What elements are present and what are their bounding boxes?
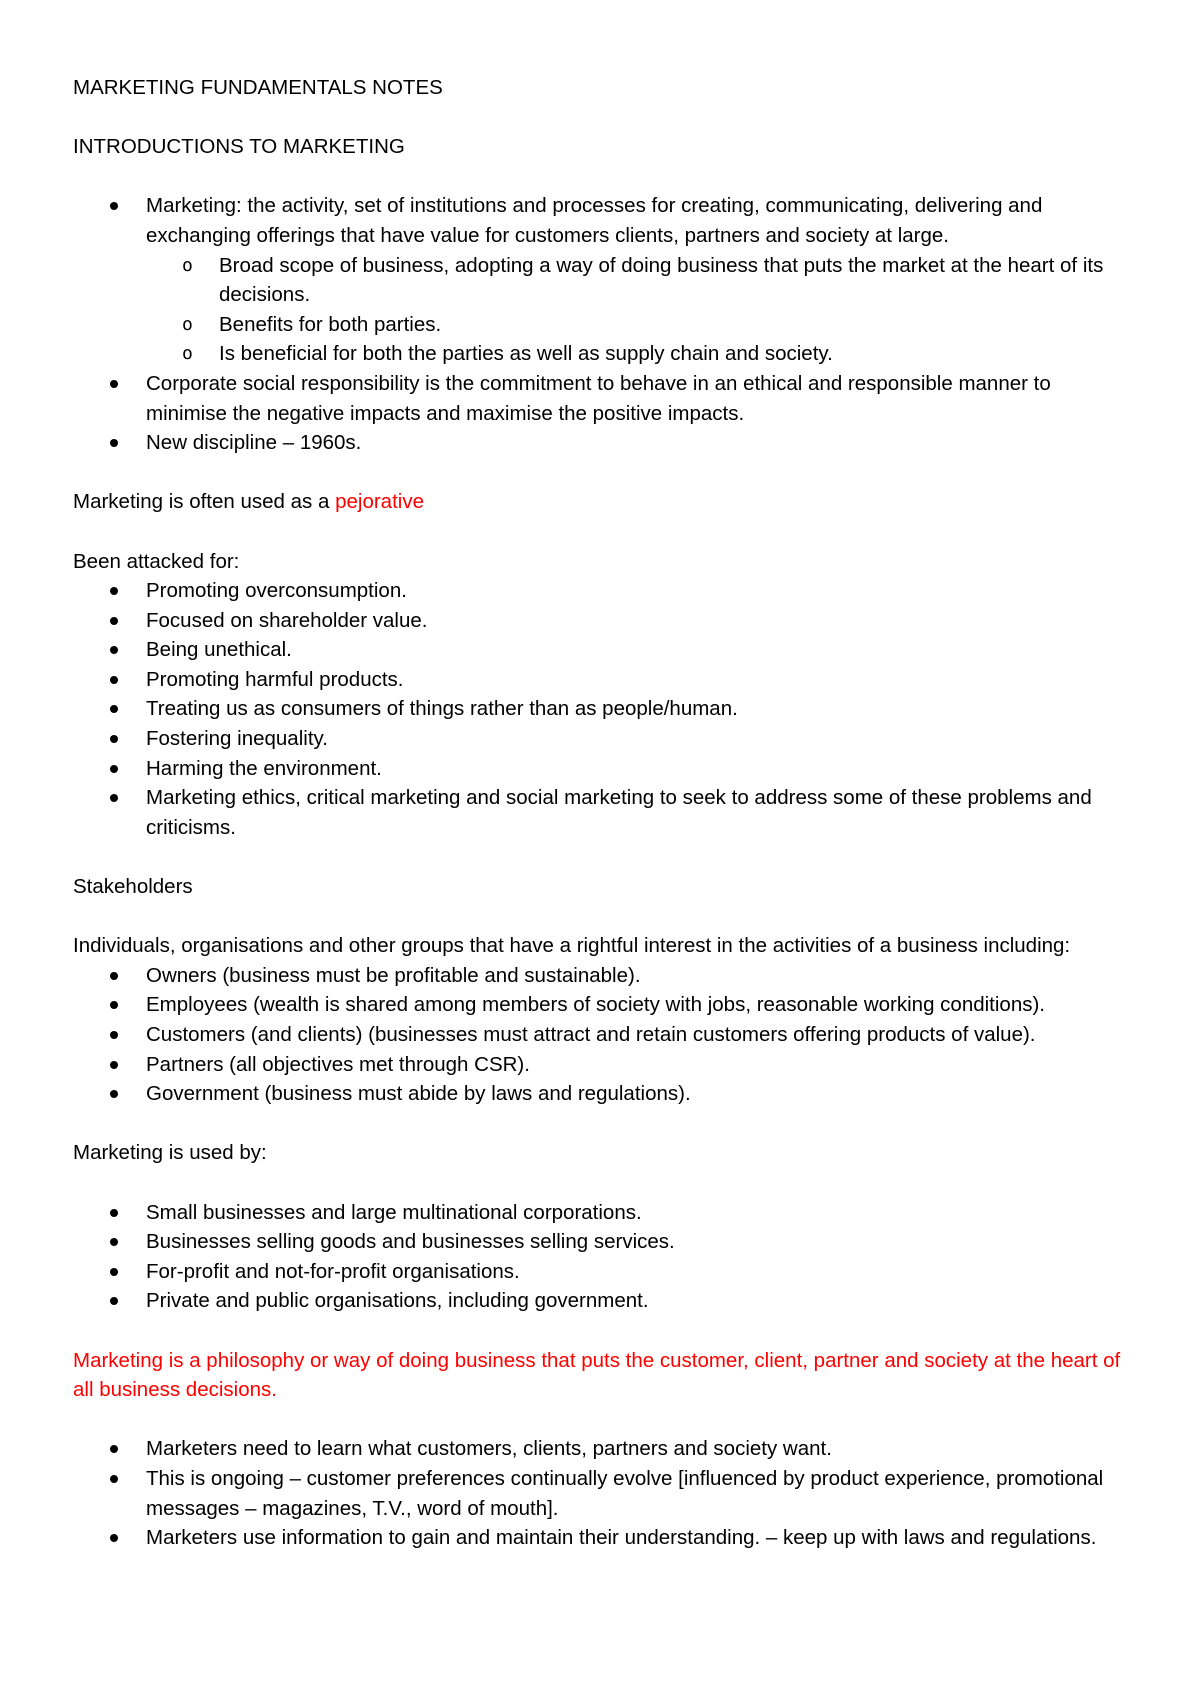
marketers-list <box>73 1434 1133 1552</box>
philosophy-statement: Marketing is a philosophy or way of doing business that puts the customer, client, partner and society at the heart of all business decisions. <box>73 1348 1121 1402</box>
document-page <box>73 73 1133 1553</box>
list-item: Customers (and clients) (businesses must attract and retain customers offering products of value). <box>73 1020 1133 1050</box>
list-item: Marketers need to learn what customers, clients, partners and society want. <box>73 1434 1133 1464</box>
section-heading-intro: INTRODUCTIONS TO MARKETING <box>73 135 405 159</box>
attacked-list <box>73 576 1133 842</box>
stakeholders-list <box>73 961 1133 1109</box>
used-by-heading: Marketing is used by: <box>73 1141 267 1165</box>
marketing-definition: Marketing: the activity, set of institutions and processes for creating, communicating, delivering and exchanging offerings that have value for customers clients, partners and society at large. <box>146 194 1043 247</box>
list-item: This is ongoing – customer preferences continually evolve [influenced by product experience, promotional messages – magazines, T.V., word of mouth]. <box>73 1464 1133 1523</box>
document-title: MARKETING FUNDAMENTALS NOTES <box>73 76 443 99</box>
sub-list-item: o Benefits for both parties. <box>146 310 1133 340</box>
stakeholders-heading: Stakeholders <box>73 875 193 899</box>
list-item: Marketing ethics, critical marketing and social marketing to seek to address some of these problems and criticisms. <box>73 783 1133 842</box>
pejorative-line <box>73 487 1133 517</box>
pejorative-prefix: Marketing is often used as a <box>73 490 336 514</box>
attacked-heading: Been attacked for: <box>73 549 240 573</box>
list-item: Employees (wealth is shared among members of society with jobs, reasonable working conditions). <box>73 990 1133 1020</box>
pejorative-highlight: pejorative <box>335 490 424 514</box>
list-item: Harming the environment. <box>73 754 1133 784</box>
stakeholders-intro: Individuals, organisations and other groups that have a rightful interest in the activities of a business including: <box>73 934 1071 958</box>
list-item: Private and public organisations, including government. <box>73 1286 1133 1316</box>
list-item: Corporate social responsibility is the commitment to behave in an ethical and responsible manner to minimise the negative impacts and maximise the positive impacts. <box>73 369 1133 428</box>
intro-list <box>73 191 1133 457</box>
sub-list <box>146 251 1133 369</box>
list-item: Promoting overconsumption. <box>73 576 1133 606</box>
list-item: New discipline – 1960s. <box>73 428 1133 458</box>
list-item: Focused on shareholder value. <box>73 606 1133 636</box>
list-item <box>73 191 1133 369</box>
list-item: Partners (all objectives met through CSR). <box>73 1050 1133 1080</box>
list-item: For-profit and not-for-profit organisations. <box>73 1257 1133 1287</box>
sub-list-item: o Broad scope of business, adopting a way of doing business that puts the market at the heart of its decisions. <box>146 251 1133 310</box>
list-item: Promoting harmful products. <box>73 665 1133 695</box>
list-item: Owners (business must be profitable and sustainable). <box>73 961 1133 991</box>
list-item: Being unethical. <box>73 635 1133 665</box>
list-item: Fostering inequality. <box>73 724 1133 754</box>
list-item: Marketers use information to gain and maintain their understanding. – keep up with laws and regulations. <box>73 1523 1133 1553</box>
list-item: Small businesses and large multinational corporations. <box>73 1198 1133 1228</box>
list-item: Treating us as consumers of things rather than as people/human. <box>73 694 1133 724</box>
used-by-list <box>73 1198 1133 1316</box>
list-item: Government (business must abide by laws and regulations). <box>73 1079 1133 1109</box>
sub-list-item: o Is beneficial for both the parties as well as supply chain and society. <box>146 339 1133 369</box>
list-item: Businesses selling goods and businesses selling services. <box>73 1227 1133 1257</box>
